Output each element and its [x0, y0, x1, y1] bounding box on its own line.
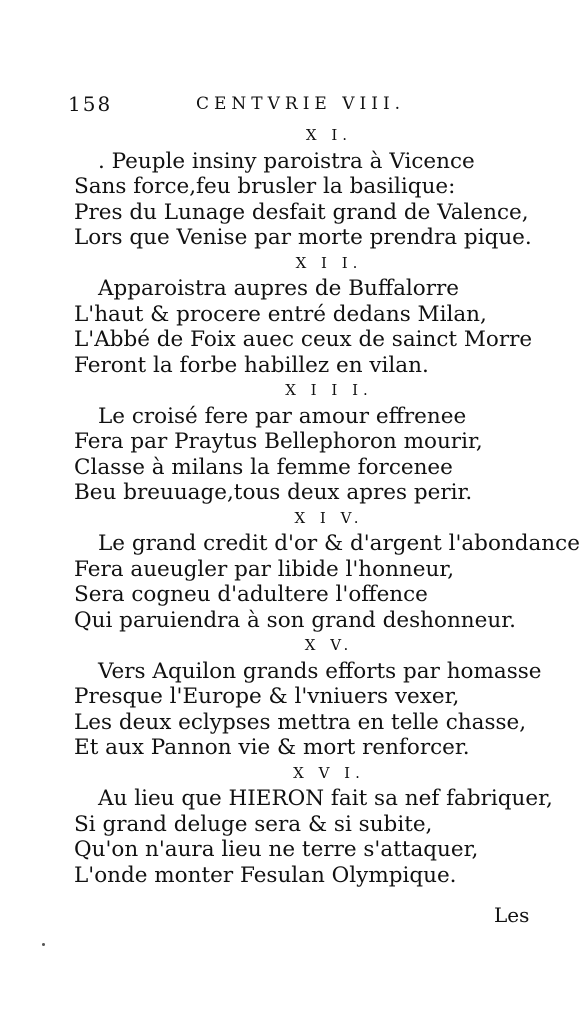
running-head: CENTVRIE VIII. [196, 94, 406, 114]
verse-line: Qui paruiendra à son grand deshonneur. [74, 607, 516, 633]
verse-line: Apparoistra aupres de Buffalorre [98, 276, 460, 301]
verse-line: Et aux Pannon vie & mort renforcer. [74, 735, 470, 760]
quatrain [74, 633, 554, 761]
verse-line: Presque l'Europe & l'vniuers vexer, [74, 684, 460, 709]
verse-line: Qu'on n'aura lieu ne terre s'attaquer, [74, 837, 479, 862]
quatrains-body [74, 123, 580, 888]
verse-line: Les deux eclypses mettra en telle chasse, [74, 709, 527, 735]
quatrain [74, 506, 580, 634]
quatrain-number: X I V. [294, 508, 364, 527]
verse-line: Si grand deluge sera & si subite, [74, 811, 433, 837]
quatrain [74, 123, 554, 251]
verse-line: Classe à milans la femme forcenee [74, 454, 453, 480]
verse-line: Pres du Lunage desfait grand de Valence, [74, 199, 529, 225]
catchword: Les [494, 903, 530, 927]
verse-line: Sera cogneu d'adultere l'offence [74, 582, 428, 607]
verse-line: Vers Aquilon grands efforts par homasse [98, 658, 542, 684]
quatrain [74, 251, 554, 379]
quatrain-number: X V I. [293, 763, 365, 782]
quatrain-number: X I. [305, 126, 353, 144]
verse-line: Fera par Praytus Bellephoron mourir, [74, 429, 483, 454]
quatrain-number: X I I. [295, 253, 363, 272]
verse-line: L'onde monter Fesulan Olympique. [74, 862, 457, 888]
paper-speck [42, 943, 45, 946]
verse-line: Lors que Venise par morte prendra pique. [74, 225, 532, 250]
verse-line: Beu breuuage,tous deux apres perir. [74, 480, 473, 505]
verse-line: Le croisé fere par amour effrenee [98, 403, 467, 429]
verse-line: L'Abbé de Foix auec ceux de sainct Morre [74, 327, 533, 352]
verse-line: Feront la forbe habillez en vilan. [74, 352, 429, 378]
verse-line: L'haut & procere entré dedans Milan, [74, 301, 487, 327]
quatrain-number: X V. [304, 636, 354, 654]
quatrain [74, 761, 554, 889]
verse-line: . Peuple insiny paroistra à Vicence [98, 148, 475, 174]
page-header [68, 92, 528, 122]
quatrain-number: X I I I. [285, 381, 373, 399]
verse-line: Au lieu que HIERON fait sa nef fabriquer, [98, 786, 553, 811]
page-number: 158 [68, 92, 113, 116]
verse-line: Sans force,feu brusler la basilique: [74, 174, 456, 199]
verse-line: Le grand credit d'or & d'argent l'abondance [98, 531, 580, 556]
verse-line: Fera aueugler par libide l'honneur, [74, 556, 455, 582]
quatrain [74, 378, 554, 506]
